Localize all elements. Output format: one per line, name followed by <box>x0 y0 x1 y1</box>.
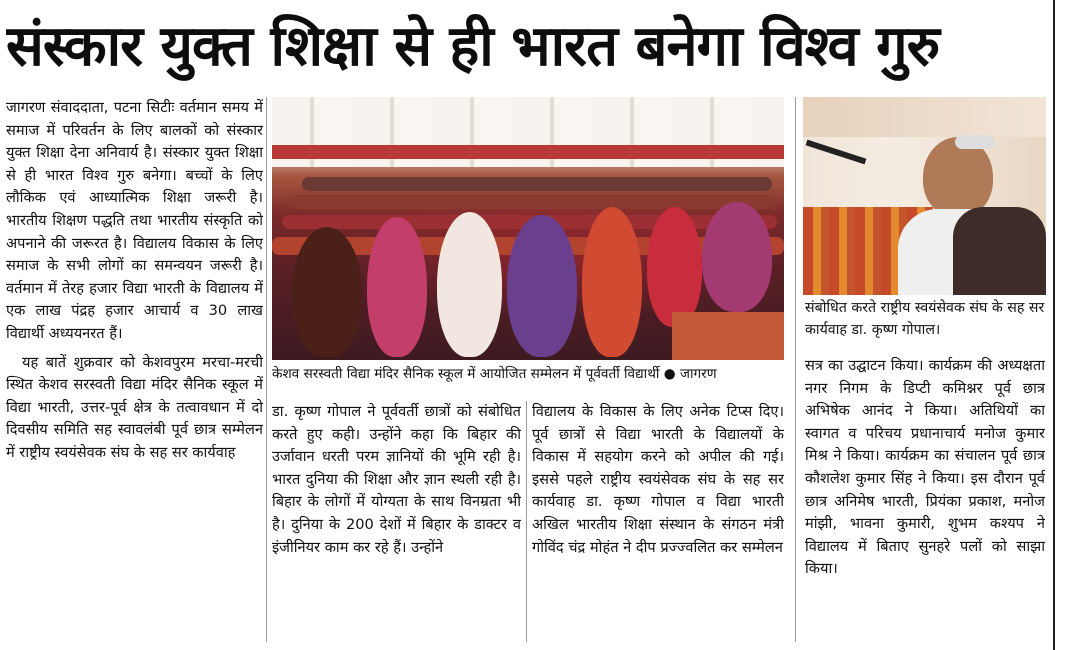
side-photo-caption: संबोधित करते राष्ट्रीय स्वयंसेवक संघ के सह सर कार्यवाह डा. कृष्ण गोपाल। <box>805 300 1045 338</box>
article-column-3 <box>532 401 784 642</box>
column-2-text: डा. कृष्ण गोपाल ने पूर्ववर्ती छात्रों को संबोधित करते हुए कही। उन्होंने कहा कि बिहार की उर्जावान धरती परम ज्ञानियों की भूमि रही है। भारत दुनिया की शिक्षा और ज्ञान स्थली रही है। बिहार के लोगों में योग्यता के साथ विनम्रता भी है। दुनिया के 200 देशों में बिहार के डाक्टर व इंजीनियर काम कर रहे हैं। उन्होंने <box>272 403 521 556</box>
tent-band <box>272 145 784 159</box>
audience-member <box>582 207 642 357</box>
column-3-text: विद्यालय के विकास के लिए अनेक टिप्स दिए। पूर्व छात्रों से विद्या भारती के विद्यालयों के विकास में सहयोग करने को अपील की गई। इससे पहले राष्ट्रीय स्वयंसेवक संघ के सह सर कार्यवाह डा. कृष्ण गोपाल व विद्या भारती अखिल भारतीय शिक्षा संस्थान के संगठन मंत्री गोविंद चंद्र मोहंत ने दीप प्रज्ज्वलित कर सम्मेलन <box>532 403 784 556</box>
audience-member <box>507 215 577 357</box>
column-4-text: सत्र का उद्घाटन किया। कार्यक्रम की अध्यक्षता नगर निगम के डिप्टी कमिश्नर पूर्व छात्र अभिषेक आनंद ने किया। अतिथियों का स्वागत व परिचय प्रधानाचार्य मनोज कुमार मिश्र ने किया। कार्यक्रम का संचालन पूर्व छात्र कौशलेश कुमार सिंह ने किया। इस दौरान पूर्व छात्र अनिमेष भारती, प्रियंका प्रकाश, मनोज मांझी, भावना कुमारी, शुभम कश्यप ने विद्यालय में बिताए सुनहरे पलों को साझा किया। <box>805 357 1045 578</box>
lead-paragraph: जागरण संवाददाता, पटना सिटीः वर्तमान समय में समाज में परिवर्तन के लिए बालकों को संस्कार युक्त शिक्षा देना अनिवार्य है। संस्कार युक्त शिक्षा से ही भारत विश्व गुरु बनेगा। बच्चों के लिए लौकिक एवं आध्यात्मिक शिक्षा जरूरी है। भारतीय शिक्षण पद्धति तथा भारतीय संस्कृति को अपनाने की जरूरत है। विद्यालय विकास के लिए समाज के सभी लोगों का समन्वयन जरूरी है। वर्तमान में तेरह हजार विद्या भारती के विद्यालय में एक लाख पंद्रह हजार आचार्य व 30 लाख विद्यार्थी अध्ययनरत हैं। <box>6 99 263 342</box>
crowd-row <box>302 177 772 191</box>
paragraph-2: यह बातें शुक्रवार को केशवपुरम मरचा-मरची स्थित केशव सरस्वती विद्या मंदिर सैनिक स्कूल में विद्या भारती, उत्तर-पूर्व क्षेत्र के तत्वावधान में दो दिवसीय समिति सह स्वावलंबी पूर्व छात्र सम्मेलन में राष्ट्रीय स्वयंसेवक संघ के सह सर कार्यवाह <box>6 353 263 461</box>
speaker-vest <box>953 207 1046 295</box>
microphone <box>806 140 867 165</box>
column-divider <box>795 97 796 642</box>
article-column-1 <box>6 97 263 642</box>
speaker-hair <box>955 135 995 149</box>
audience-member <box>292 227 362 357</box>
speaker-head <box>923 137 993 217</box>
audience-member <box>367 217 427 357</box>
speaker-photo <box>803 97 1046 295</box>
main-photo-caption-text: केशव सरस्वती विद्या मंदिर सैनिक स्कूल में आयोजित सम्मेलन में पूर्ववर्ती विद्यार्थी <box>272 366 660 382</box>
photo-credit: ● जागरण <box>663 366 717 382</box>
crowd-row <box>292 195 772 209</box>
audience-member <box>437 212 502 357</box>
article-column-2 <box>272 401 521 642</box>
column-divider <box>526 401 527 642</box>
page-edge-rule <box>1053 0 1055 650</box>
backdrop-top <box>803 97 1046 137</box>
headline: संस्कार युक्त शिक्षा से ही भारत बनेगा विश्व गुरु <box>6 14 940 79</box>
article-column-4 <box>805 355 1045 642</box>
audience-member <box>647 207 702 327</box>
main-photo-caption <box>272 362 784 386</box>
carpet <box>672 312 784 360</box>
column-divider <box>266 97 267 642</box>
audience-photo <box>272 97 784 360</box>
audience-member <box>702 202 772 312</box>
